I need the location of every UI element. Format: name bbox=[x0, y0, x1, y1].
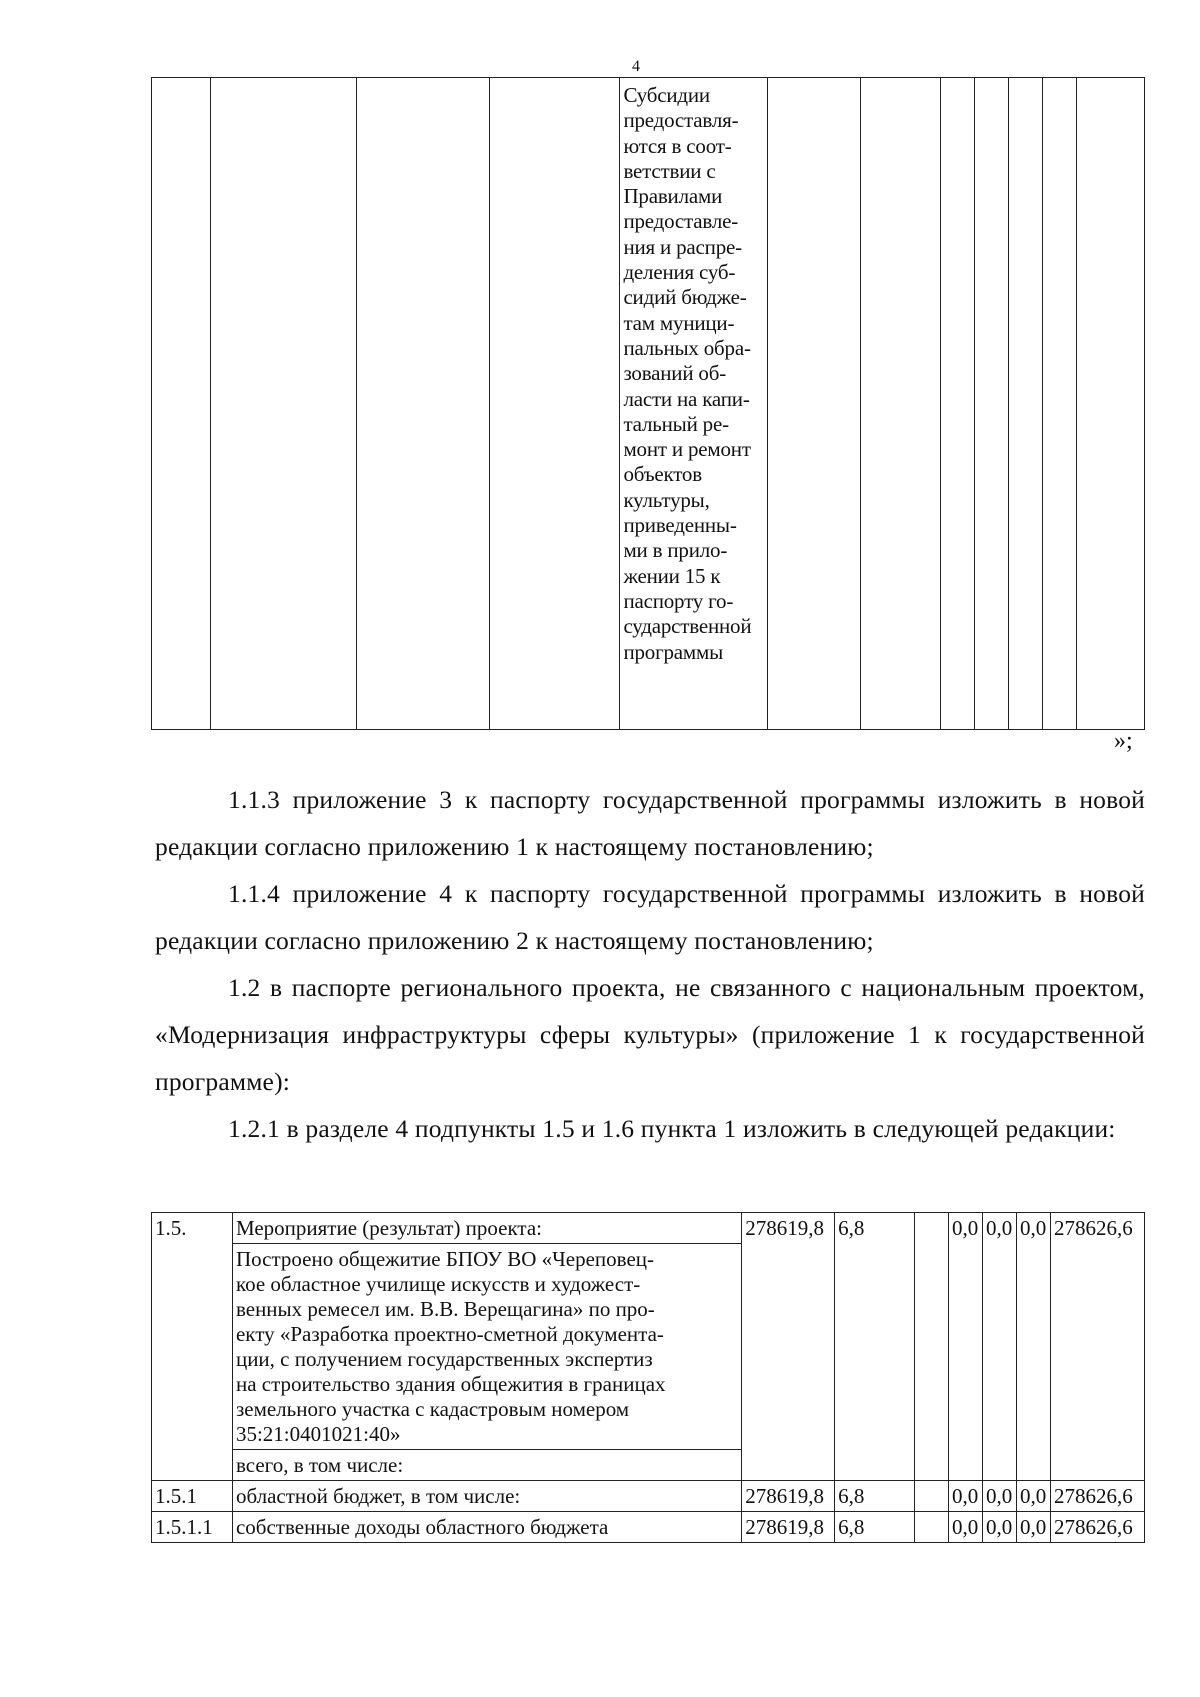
value-cell: 0,0 bbox=[1016, 1213, 1050, 1481]
empty-cell bbox=[489, 78, 620, 730]
row-number: 1.5.1 bbox=[152, 1481, 233, 1512]
empty-cell bbox=[768, 78, 861, 730]
value-cell: 0,0 bbox=[982, 1481, 1016, 1512]
value-cell: 0,0 bbox=[982, 1512, 1016, 1543]
paragraph-1-1-4: 1.1.4 приложение 4 к паспорту государственной программы изложить в новой редакции согласно приложению 2 к настоящему постановлению; bbox=[155, 879, 1145, 955]
value-cell: 0,0 bbox=[948, 1481, 982, 1512]
subsidy-cell bbox=[620, 78, 768, 730]
value-cell: 278626,6 bbox=[1050, 1481, 1144, 1512]
row-description: Построено общежитие БПОУ ВО «Череповец- кое областное училище искусств и художест- венных ремесел им. В.В. Верещагина» по про- екту «Разработка проектно-сметной документа- ции, с получением государственных экспертиз на строительство здания общежития в границах земельного участка с кадастровым номером 35:21:0401021:40» bbox=[232, 1244, 741, 1450]
value-cell: 278626,6 bbox=[1050, 1213, 1144, 1481]
row-number: 1.5. bbox=[152, 1213, 233, 1481]
empty-cell bbox=[356, 78, 489, 730]
empty-cell bbox=[941, 78, 975, 730]
value-cell: 278619,8 bbox=[742, 1213, 835, 1481]
value-cell: 0,0 bbox=[982, 1213, 1016, 1481]
value-cell: 0,0 bbox=[948, 1512, 982, 1543]
row-heading: Мероприятие (результат) проекта: bbox=[232, 1213, 741, 1244]
paragraph-1-2-1: 1.2.1 в разделе 4 подпункты 1.5 и 1.6 пункта 1 изложить в следующей редакции: bbox=[228, 1114, 1116, 1143]
top-table-fragment bbox=[151, 77, 1145, 730]
empty-cell bbox=[1077, 78, 1145, 730]
closing-quote: »; bbox=[1114, 728, 1133, 754]
value-cell: 0,0 bbox=[948, 1213, 982, 1481]
table-row bbox=[152, 1213, 1145, 1244]
value-cell bbox=[915, 1512, 949, 1543]
value-cell: 278626,6 bbox=[1050, 1512, 1144, 1543]
paragraph-1-1-3: 1.1.3 приложение 3 к паспорту государственной программы изложить в новой редакции согласно приложению 1 к настоящему постановлению; bbox=[155, 785, 1145, 861]
table-row bbox=[152, 1481, 1145, 1512]
empty-cell bbox=[210, 78, 356, 730]
subsidy-text: Субсидии предоставля- ются в соот- ветствии с Правилами предоставле- ния и распре- деления суб- сидий бюдже- там муници- пальных обра- зований об- ласти на капи- тальный ре- монт и ремонт объектов культуры, приведенны- ми в прило- жении 15 к паспорту го- сударственной программы bbox=[623, 83, 752, 664]
empty-cell bbox=[152, 78, 211, 730]
paragraph-1-2: 1.2 в паспорте регионального проекта, не связанного с национальным проектом, «Модернизация инфраструктуры сферы культуры» (приложение 1 к государственной программе): bbox=[155, 973, 1145, 1096]
value-cell: 278619,8 bbox=[742, 1512, 835, 1543]
value-cell: 6,8 bbox=[835, 1481, 915, 1512]
empty-cell bbox=[1043, 78, 1077, 730]
budget-table bbox=[151, 1212, 1145, 1543]
row-total-label: всего, в том числе: bbox=[232, 1450, 741, 1481]
empty-cell bbox=[861, 78, 941, 730]
value-cell: 0,0 bbox=[1016, 1512, 1050, 1543]
value-cell: 6,8 bbox=[835, 1512, 915, 1543]
table-row bbox=[152, 1512, 1145, 1543]
value-cell bbox=[915, 1481, 949, 1512]
value-cell: 6,8 bbox=[835, 1213, 915, 1481]
value-cell bbox=[915, 1213, 949, 1481]
value-cell: 278619,8 bbox=[742, 1481, 835, 1512]
value-cell: 0,0 bbox=[1016, 1481, 1050, 1512]
empty-cell bbox=[975, 78, 1009, 730]
row-label: областной бюджет, в том числе: bbox=[232, 1481, 741, 1512]
top-table-row bbox=[152, 78, 1145, 730]
empty-cell bbox=[1009, 78, 1043, 730]
row-label: собственные доходы областного бюджета bbox=[232, 1512, 741, 1543]
page-number: 4 bbox=[632, 58, 640, 75]
row-number: 1.5.1.1 bbox=[152, 1512, 233, 1543]
